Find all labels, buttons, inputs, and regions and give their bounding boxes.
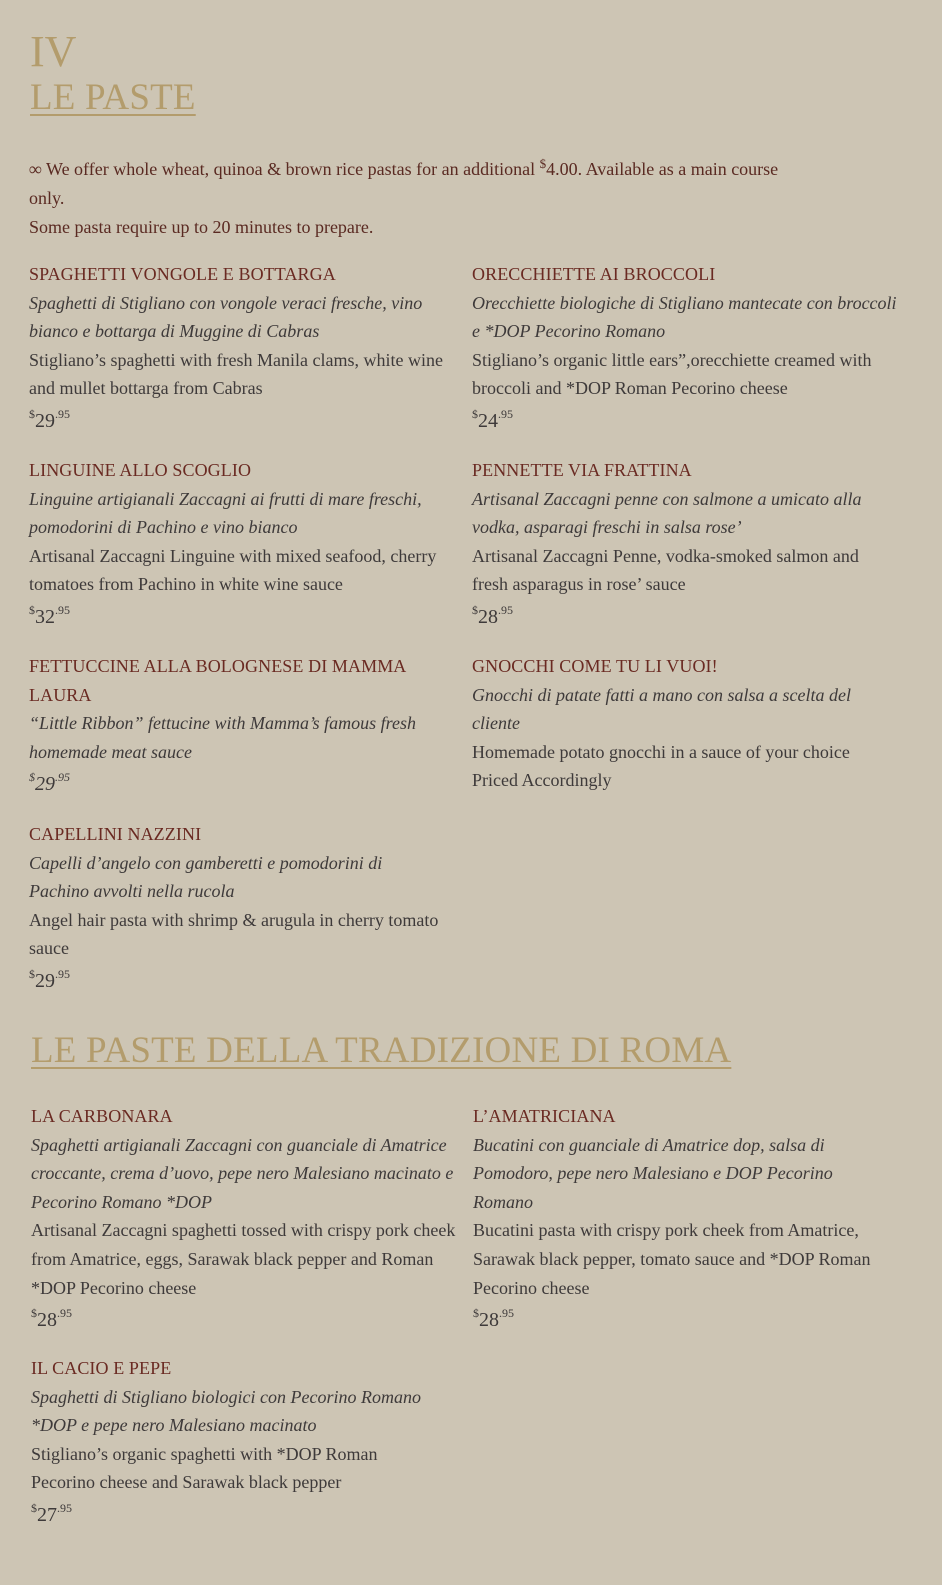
item-price (472, 599, 897, 628)
menu-item-linguine (29, 456, 454, 628)
price-currency: $ (29, 602, 35, 617)
price-dollars: 28 (479, 1309, 499, 1332)
intro-line2: only. (29, 188, 65, 208)
menu-item-cacio-e-pepe (31, 1354, 431, 1526)
item-name: L’AMATRICIANA (473, 1106, 616, 1126)
item-italian: Spaghetti artigianali Zaccagni con guanciale di Amatrice croccante, crema d’uovo, pepe nero Malesiano macinato e Pecorino Romano *DOP (31, 1134, 454, 1212)
price-dollars: 28 (37, 1309, 57, 1332)
item-price-note: Priced Accordingly (472, 770, 612, 791)
item-italian: Gnocchi di patate fatti a mano con salsa a scelta del cliente (472, 684, 851, 734)
price-cents: .95 (57, 1306, 72, 1321)
item-name: GNOCCHI COME TU LI VUOI! (472, 656, 718, 676)
price-dollars: 29 (35, 773, 55, 796)
item-english: Stigliano’s organic little ears”,orecchiette creamed with broccoli and *DOP Roman Pecorino cheese (472, 349, 872, 399)
price-cents: .95 (498, 602, 513, 617)
price-cents: .95 (55, 602, 70, 617)
section-number: IV (30, 27, 77, 76)
item-name: PENNETTE VIA FRATTINA (472, 460, 692, 480)
item-price (31, 1497, 431, 1526)
menu-item-capellini (29, 820, 439, 992)
item-name: LA CARBONARA (31, 1106, 173, 1126)
price-dollars: 27 (37, 1503, 57, 1526)
item-english: Artisanal Zaccagni Penne, vodka-smoked salmon and fresh asparagus in rose’ sauce (472, 545, 859, 595)
item-italian: Spaghetti di Stigliano biologici con Pecorino Romano *DOP e pepe nero Malesiano macinato (31, 1386, 421, 1436)
item-price (31, 1302, 456, 1332)
price-currency: $ (472, 406, 478, 421)
price-currency: $ (29, 966, 35, 981)
item-name: FETTUCCINE ALLA BOLOGNESE DI MAMMA LAURA (29, 656, 406, 705)
price-cents: .95 (55, 966, 70, 981)
item-price (29, 963, 439, 992)
item-italian: Capelli d’angelo con gamberetti e pomodorini di Pachino avvolti nella rucola (29, 852, 383, 902)
item-italian: Artisanal Zaccagni penne con salmone a umicato alla vodka, asparagi freschi in salsa rose’ (472, 488, 862, 538)
price-currency: $ (473, 1306, 479, 1321)
menu-item-spaghetti-vongole (29, 260, 454, 432)
tradition-title: LE PASTE DELLA TRADIZIONE DI ROMA (31, 1030, 732, 1071)
menu-item-gnocchi (472, 652, 902, 795)
intro-line3: Some pasta require up to 20 minutes to prepare. (29, 217, 374, 237)
item-price (29, 599, 454, 628)
price-dollars: 28 (478, 605, 498, 628)
item-english: Stigliano’s spaghetti with fresh Manila clams, white wine and mullet bottarga from Cabras (29, 349, 443, 399)
item-italian: Bucatini con guanciale di Amatrice dop, salsa di Pomodoro, pepe nero Malesiano e DOP Pecorino Romano (473, 1134, 833, 1212)
item-price (29, 766, 439, 796)
item-name: CAPELLINI NAZZINI (29, 824, 202, 844)
item-italian: Linguine artigianali Zaccagni ai frutti di mare freschi, pomodorini di Pachino e vino bianco (29, 488, 422, 538)
price-currency: $ (472, 602, 478, 617)
item-name: SPAGHETTI VONGOLE E BOTTARGA (29, 264, 336, 284)
item-price (29, 403, 454, 432)
item-english: Artisanal Zaccagni spaghetti tossed with crispy pork cheek from Amatrice, eggs, Sarawak black pepper and Roman *DOP Pecorino cheese (31, 1220, 456, 1298)
menu-item-carbonara (31, 1102, 456, 1332)
price-currency: $ (31, 1500, 37, 1515)
item-italian: “Little Ribbon” fettucine with Mamma’s famous fresh homemade meat sauce (29, 713, 417, 762)
price-dollars: 32 (35, 605, 55, 628)
price-cents: .95 (499, 1306, 514, 1321)
intro-line1-pre: We offer whole wheat, quinoa & brown rice pastas for an additional (41, 159, 540, 179)
item-english: Bucatini pasta with crispy pork cheek from Amatrice, Sarawak black pepper, tomato sauce and *DOP Roman Pecorino cheese (473, 1220, 871, 1298)
price-dollars: 24 (478, 409, 498, 432)
infinity-symbol: ∞ (29, 159, 42, 179)
item-name: LINGUINE ALLO SCOGLIO (29, 460, 252, 480)
menu-item-amatriciana (473, 1102, 883, 1332)
price-cents: .95 (55, 406, 70, 421)
section-title: LE PASTE (30, 77, 196, 118)
item-italian: Orecchiette biologiche di Stigliano mantecate con broccoli e *DOP Pecorino Romano (472, 292, 897, 342)
price-cents: .95 (57, 1500, 72, 1515)
item-italian: Spaghetti di Stigliano con vongole veraci fresche, vino bianco e bottarga di Muggine di Cabras (29, 292, 423, 342)
item-price (473, 1302, 883, 1332)
price-currency: $ (29, 406, 35, 421)
menu-item-pennette (472, 456, 897, 628)
price-cents: .95 (55, 770, 70, 785)
item-english: Angel hair pasta with shrimp & arugula in cherry tomato sauce (29, 909, 439, 959)
price-cents: .95 (498, 406, 513, 421)
price-currency: $ (29, 770, 35, 785)
intro-currency: $ (539, 156, 547, 171)
item-english: Artisanal Zaccagni Linguine with mixed seafood, cherry tomatoes from Pachino in white wine sauce (29, 545, 437, 595)
price-dollars: 29 (35, 409, 55, 432)
menu-item-fettuccine (29, 652, 439, 796)
intro-note (29, 149, 889, 242)
price-currency: $ (31, 1306, 37, 1321)
item-english: Homemade potato gnocchi in a sauce of your choice (472, 741, 850, 762)
item-name: IL CACIO E PEPE (31, 1358, 172, 1378)
item-english: Stigliano’s organic spaghetti with *DOP Roman Pecorino cheese and Sarawak black pepper (31, 1443, 378, 1493)
intro-line1-amount: 4.00. Available as a main course (546, 159, 779, 179)
price-dollars: 29 (35, 969, 55, 992)
item-name: ORECCHIETTE AI BROCCOLI (472, 264, 716, 284)
menu-item-orecchiette (472, 260, 897, 432)
item-price (472, 403, 897, 432)
